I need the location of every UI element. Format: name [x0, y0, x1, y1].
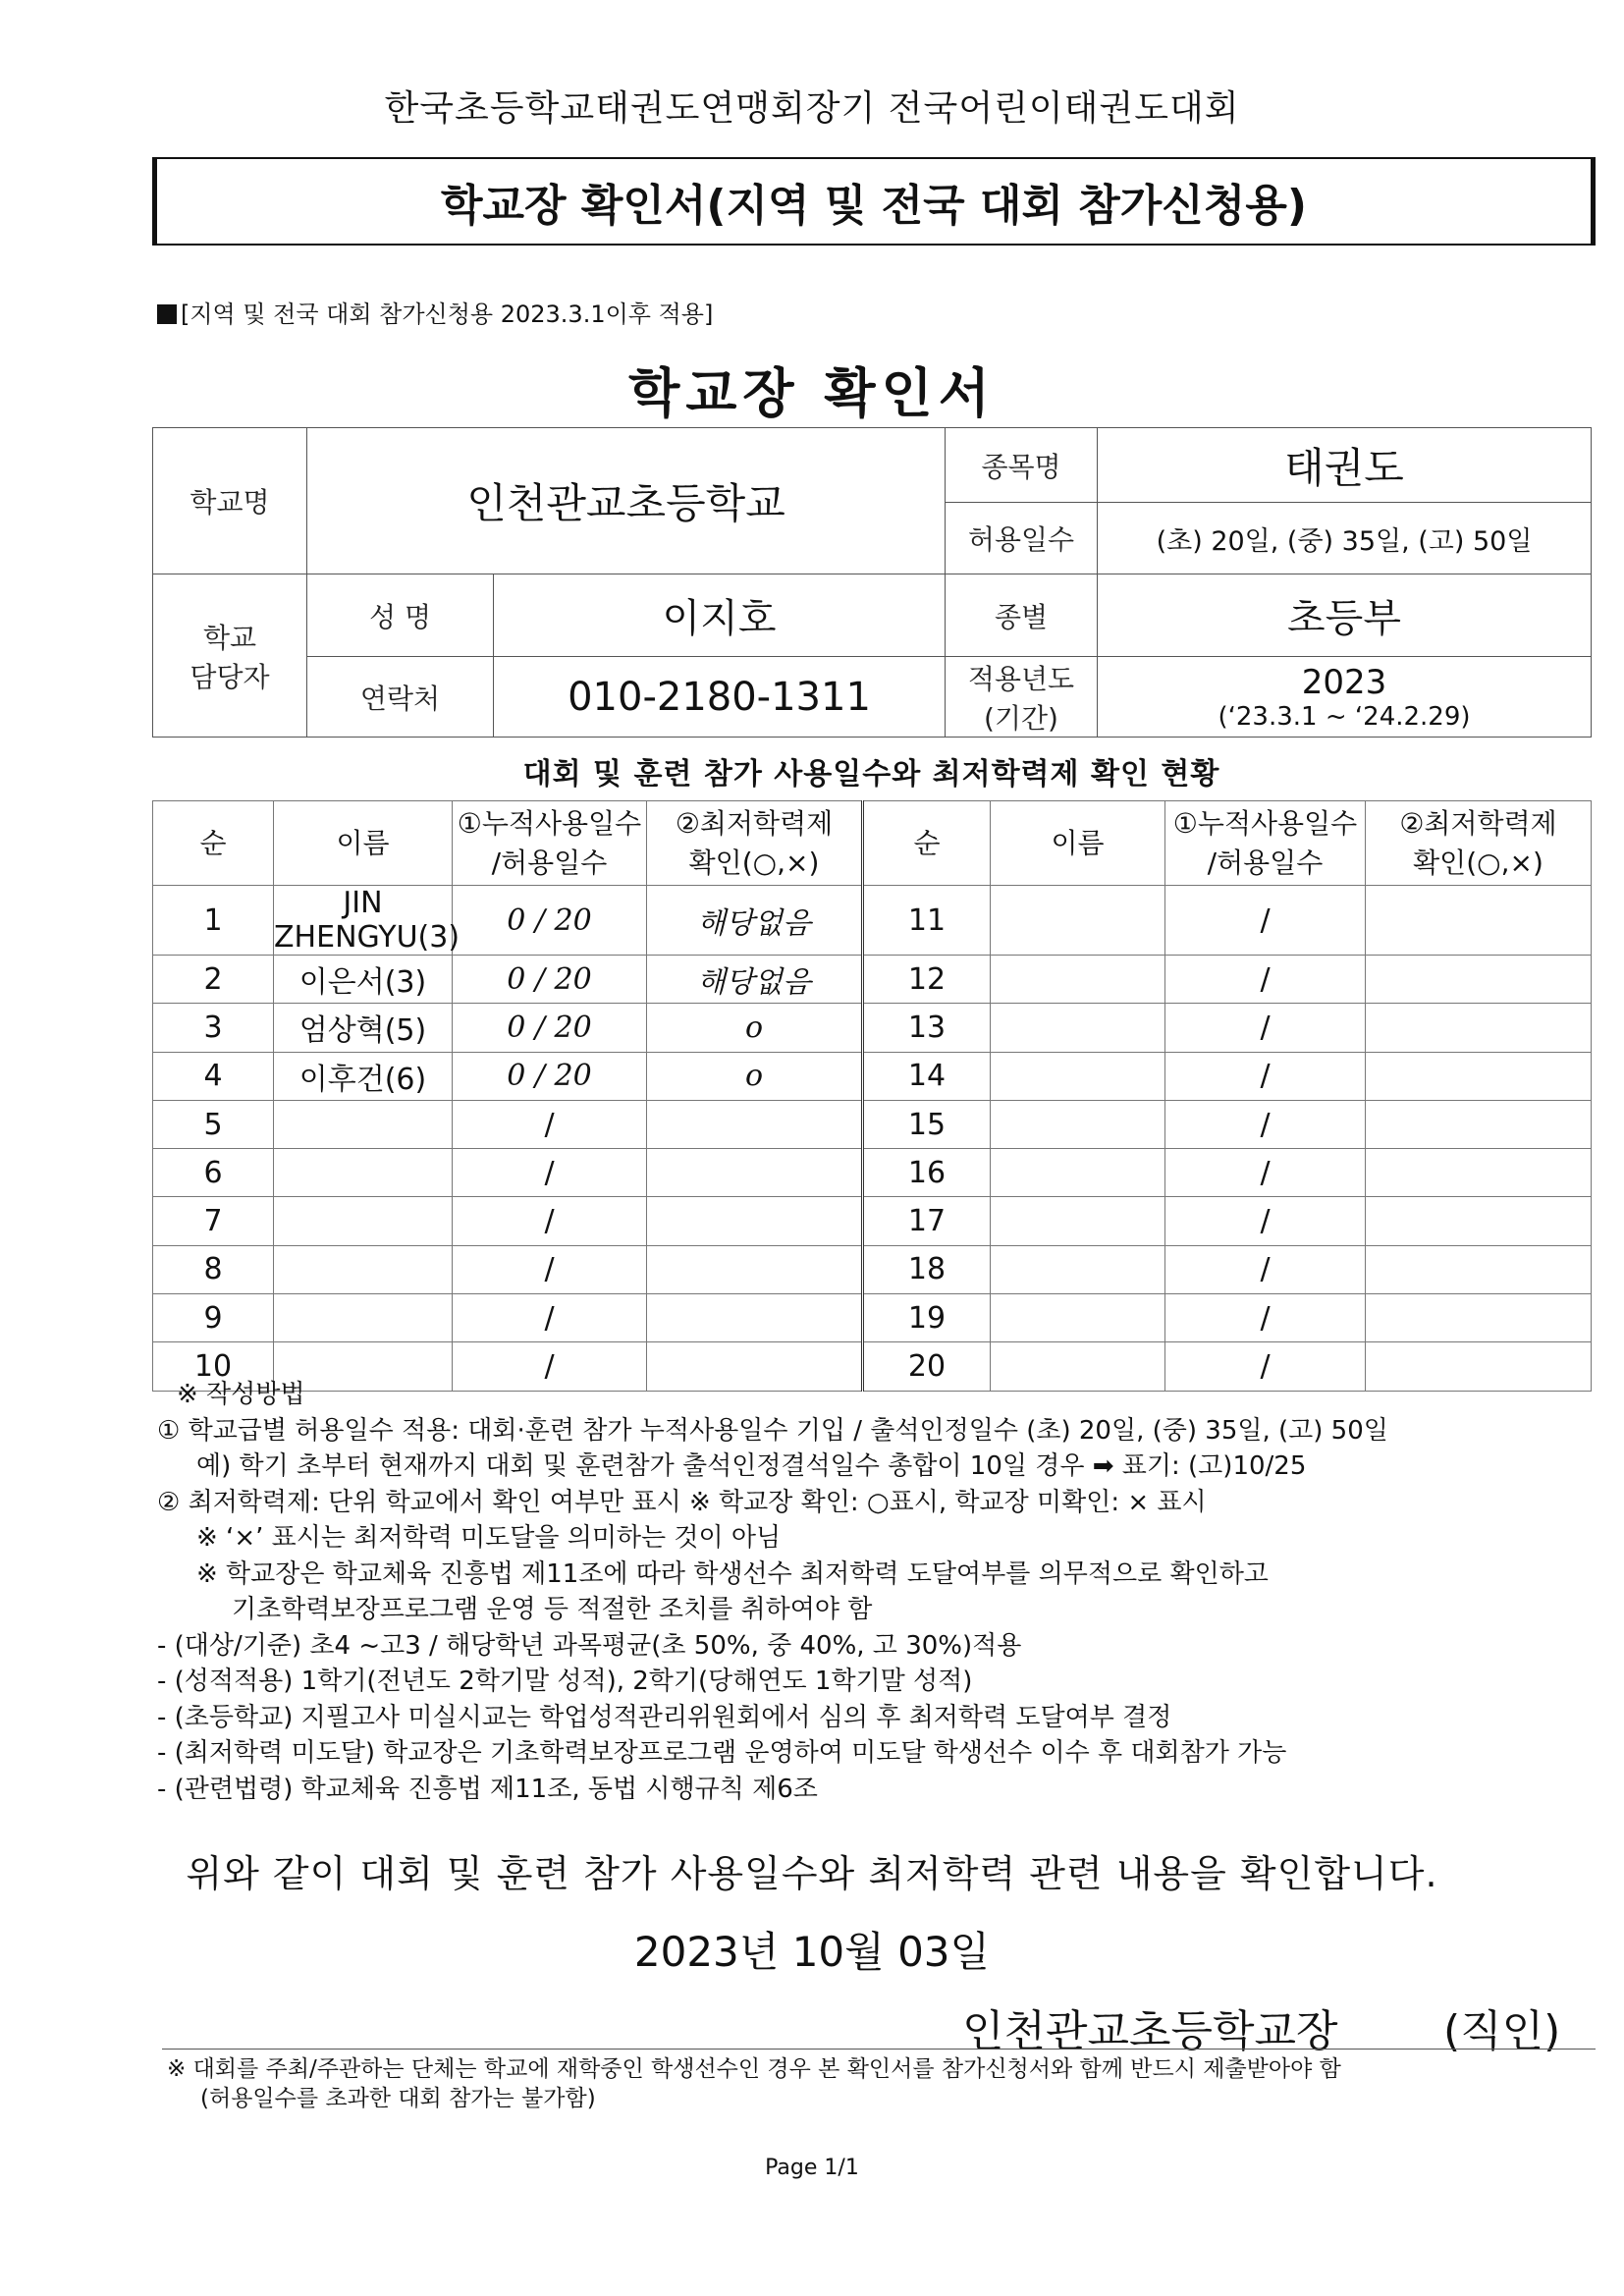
- row-days: /: [1165, 1004, 1366, 1052]
- col-days-right-line-2: /허용일수: [1207, 846, 1324, 879]
- row-name: [274, 1149, 453, 1197]
- row-days: /: [1165, 1294, 1366, 1342]
- allowed-days-label: 허용일수: [946, 503, 1098, 574]
- sport-label: 종목명: [946, 428, 1098, 503]
- row-days: /: [1165, 886, 1366, 956]
- school-label: 학교명: [153, 428, 307, 574]
- col-min-left-line-2: 확인(○,×): [688, 846, 820, 879]
- row-name: [991, 1245, 1165, 1293]
- row-no: 3: [153, 1004, 274, 1052]
- row-min: [647, 1197, 863, 1245]
- row-no: 17: [863, 1197, 991, 1245]
- row-no: 14: [863, 1052, 991, 1100]
- row-days: /: [453, 1294, 647, 1342]
- row-min: [647, 1149, 863, 1197]
- footer-note: [167, 2054, 1591, 2113]
- year-label-line-1: 적용년도: [967, 662, 1075, 695]
- row-days: /: [1165, 1149, 1366, 1197]
- row-days: /: [453, 1149, 647, 1197]
- row-name: [274, 1100, 453, 1148]
- division-label: 종별: [946, 574, 1098, 657]
- footer-line-1: ※ 대회를 주최/주관하는 단체는 학교에 재학중인 학생선수인 경우 본 확인서를 참가신청서와 함께 반드시 제출받아야 함: [167, 2056, 1341, 2082]
- row-min: [1366, 1294, 1592, 1342]
- row-name: [991, 1004, 1165, 1052]
- col-no-left: 순: [153, 801, 274, 886]
- row-no: 18: [863, 1245, 991, 1293]
- row-days: /: [453, 1197, 647, 1245]
- footer-divider: [162, 2049, 1596, 2050]
- row-no: 20: [863, 1342, 991, 1391]
- col-days-left-line-2: /허용일수: [491, 846, 608, 879]
- contact-value: 010-2180-1311: [494, 657, 946, 738]
- row-name: [991, 956, 1165, 1004]
- footer-line-2: (허용일수를 초과한 대회 참가는 불가함): [200, 2086, 596, 2111]
- row-name: [274, 1245, 453, 1293]
- row-min: [1366, 1197, 1592, 1245]
- row-no: 11: [863, 886, 991, 956]
- page-number: Page 1/1: [765, 2156, 859, 2180]
- official-seal: (직인): [1443, 2006, 1561, 2056]
- row-no: 12: [863, 956, 991, 1004]
- instruction-line: - (대상/기준) 초4 ~고3 / 해당학년 과목평균(초 50%, 중 40%, 고 30%)적용: [157, 1630, 1022, 1661]
- row-no: 2: [153, 956, 274, 1004]
- table-row: [153, 1149, 1592, 1197]
- col-days-left-line-1: ①누적사용일수: [457, 806, 642, 840]
- row-no: 16: [863, 1149, 991, 1197]
- square-bullet-icon: [157, 304, 177, 324]
- row-days: 0 / 20: [453, 1052, 647, 1100]
- row-days: /: [1165, 1245, 1366, 1293]
- confirmation-statement: 위와 같이 대회 및 훈련 참가 사용일수와 최저학력 관련 내용을 확인합니다.: [186, 1852, 1438, 1895]
- event-header: 한국초등학교태권도연맹회장기 전국어린이태권도대회: [384, 88, 1240, 129]
- name-label: 성 명: [307, 574, 494, 657]
- contact-label: 연락처: [307, 657, 494, 738]
- row-days: /: [1165, 1342, 1366, 1391]
- row-days: /: [453, 1100, 647, 1148]
- row-no: 6: [153, 1149, 274, 1197]
- row-name: [991, 1052, 1165, 1100]
- row-no: 4: [153, 1052, 274, 1100]
- instructions: [157, 1377, 1591, 1807]
- col-name-left: 이름: [274, 801, 453, 886]
- row-days: 0 / 20: [453, 1004, 647, 1052]
- year-period: (‘23.3.1 ~ ‘24.2.29): [1218, 701, 1471, 732]
- row-min: [1366, 1149, 1592, 1197]
- col-no-right: 순: [863, 801, 991, 886]
- row-no: 8: [153, 1245, 274, 1293]
- row-min: [647, 1100, 863, 1148]
- row-days: /: [1165, 1052, 1366, 1100]
- table-row: [153, 886, 1592, 956]
- manager-label-line-2: 담당자: [189, 660, 270, 693]
- table-row: [153, 1245, 1592, 1293]
- row-name: 엄상혁(5): [274, 1004, 453, 1052]
- row-name: [991, 1149, 1165, 1197]
- row-min: [1366, 886, 1592, 956]
- row-min: 해당없음: [647, 886, 863, 956]
- row-min: o: [647, 1004, 863, 1052]
- row-name: [991, 1197, 1165, 1245]
- row-no: 19: [863, 1294, 991, 1342]
- apply-note-text: [지역 및 전국 대회 참가신청용 2023.3.1이후 적용]: [181, 301, 714, 328]
- instruction-line: ※ 작성방법: [177, 1380, 305, 1409]
- row-min: [1366, 1245, 1592, 1293]
- col-days-right-line-1: ①누적사용일수: [1172, 806, 1358, 840]
- row-name: 이은서(3): [274, 956, 453, 1004]
- col-min-right: [1366, 801, 1592, 886]
- row-name: JIN ZHENGYU(3): [274, 886, 460, 955]
- manager-name: 이지호: [494, 574, 946, 657]
- row-days: /: [1165, 1100, 1366, 1148]
- division-value: 초등부: [1098, 574, 1592, 657]
- table-row: [153, 1052, 1592, 1100]
- row-no: 13: [863, 1004, 991, 1052]
- instruction-line: ② 최저학력제: 단위 학교에서 확인 여부만 표시 ※ 학교장 확인: ○표시, 학교장 미확인: × 표시: [157, 1487, 1207, 1517]
- instruction-line: - (최저학력 미도달) 학교장은 기초학력보장프로그램 운영하여 미도달 학생선수 이수 후 대회참가 가능: [157, 1738, 1287, 1768]
- instruction-line: ① 학교급별 허용일수 적용: 대회·훈련 참가 누적사용일수 기입 / 출석인정일수 (초) 20일, (중) 35일, (고) 50일: [157, 1415, 1388, 1446]
- row-min: 해당없음: [647, 956, 863, 1004]
- year-label-line-2: (기간): [984, 701, 1058, 735]
- principal-name: 인천관교초등학교장: [962, 2006, 1338, 2056]
- col-days-left: [453, 801, 647, 886]
- sport-value: 태권도: [1098, 428, 1592, 503]
- row-name: [991, 1294, 1165, 1342]
- year-number: 2023: [1301, 662, 1387, 702]
- instruction-line: ※ 학교장은 학교체육 진흥법 제11조에 따라 학생선수 최저학력 도달여부를 의무적으로 확인하고: [196, 1558, 1269, 1589]
- col-min-right-line-2: 확인(○,×): [1413, 846, 1543, 879]
- row-name: [991, 886, 1165, 956]
- row-days: /: [1165, 956, 1366, 1004]
- apply-note: [157, 295, 713, 329]
- year-value: [1098, 657, 1592, 738]
- row-name: [274, 1197, 453, 1245]
- table-row: [153, 1004, 1592, 1052]
- row-no: 15: [863, 1100, 991, 1148]
- instruction-line: ※ ‘×’ 표시는 최저학력 미도달을 의미하는 것이 아님: [196, 1523, 782, 1553]
- row-days: 0 / 20: [453, 956, 647, 1004]
- instruction-line: - (초등학교) 지필고사 미실시교는 학업성적관리위원회에서 심의 후 최저학력 도달여부 결정: [157, 1702, 1172, 1732]
- instruction-line: - (관련법령) 학교체육 진흥법 제11조, 동법 시행규칙 제6조: [157, 1774, 818, 1804]
- table-row: [153, 1197, 1592, 1245]
- row-no: 10: [153, 1342, 274, 1391]
- row-min: [1366, 1052, 1592, 1100]
- row-days: /: [453, 1245, 647, 1293]
- form-title-bar: [152, 157, 1596, 246]
- row-name: [274, 1294, 453, 1342]
- form-title: 학교장 확인서(지역 및 전국 대회 참가신청용): [441, 181, 1307, 231]
- row-days: /: [1165, 1197, 1366, 1245]
- allowed-days-value: (초) 20일, (중) 35일, (고) 50일: [1098, 503, 1592, 574]
- col-name-right: 이름: [991, 801, 1165, 886]
- year-label: [946, 657, 1098, 738]
- signature-date: 2023년 10월 03일: [633, 1928, 991, 1976]
- row-no: 9: [153, 1294, 274, 1342]
- table-row: [153, 1294, 1592, 1342]
- row-no: 5: [153, 1100, 274, 1148]
- row-min: [647, 1245, 863, 1293]
- table-row: [153, 1100, 1592, 1148]
- status-title: 대회 및 훈련 참가 사용일수와 최저학력제 확인 현황: [522, 757, 1220, 792]
- col-days-right: [1165, 801, 1366, 886]
- instruction-line: 기초학력보장프로그램 운영 등 적절한 조치를 취하여야 함: [232, 1595, 873, 1624]
- info-table: [152, 427, 1592, 738]
- row-days: /: [453, 1342, 647, 1391]
- row-name: 이후건(6): [274, 1052, 453, 1100]
- status-table: [152, 800, 1592, 1392]
- row-min: [647, 1294, 863, 1342]
- row-no: 7: [153, 1197, 274, 1245]
- school-name: 인천관교초등학교: [307, 428, 946, 574]
- row-days: 0 / 20: [453, 886, 647, 956]
- col-min-right-line-1: ②최저학력제: [1399, 806, 1557, 840]
- row-min: [1366, 956, 1592, 1004]
- col-min-left: [647, 801, 863, 886]
- manager-label: [153, 574, 307, 738]
- instruction-line: - (성적적용) 1학기(전년도 2학기말 성적), 2학기(당해연도 1학기말 성적): [157, 1667, 973, 1696]
- row-min: [1366, 1100, 1592, 1148]
- main-title: 학교장 확인서: [628, 362, 996, 424]
- instruction-line: 예) 학기 초부터 현재까지 대회 및 훈련참가 출석인정결석일수 총합이 10일 경우 ➡ 표기: (고)10/25: [196, 1451, 1307, 1481]
- manager-label-line-1: 학교: [202, 621, 257, 654]
- row-no: 1: [153, 886, 274, 956]
- row-min: o: [647, 1052, 863, 1100]
- row-min: [1366, 1004, 1592, 1052]
- col-min-left-line-1: ②최저학력제: [675, 806, 834, 840]
- row-name: [991, 1100, 1165, 1148]
- table-row: [153, 956, 1592, 1004]
